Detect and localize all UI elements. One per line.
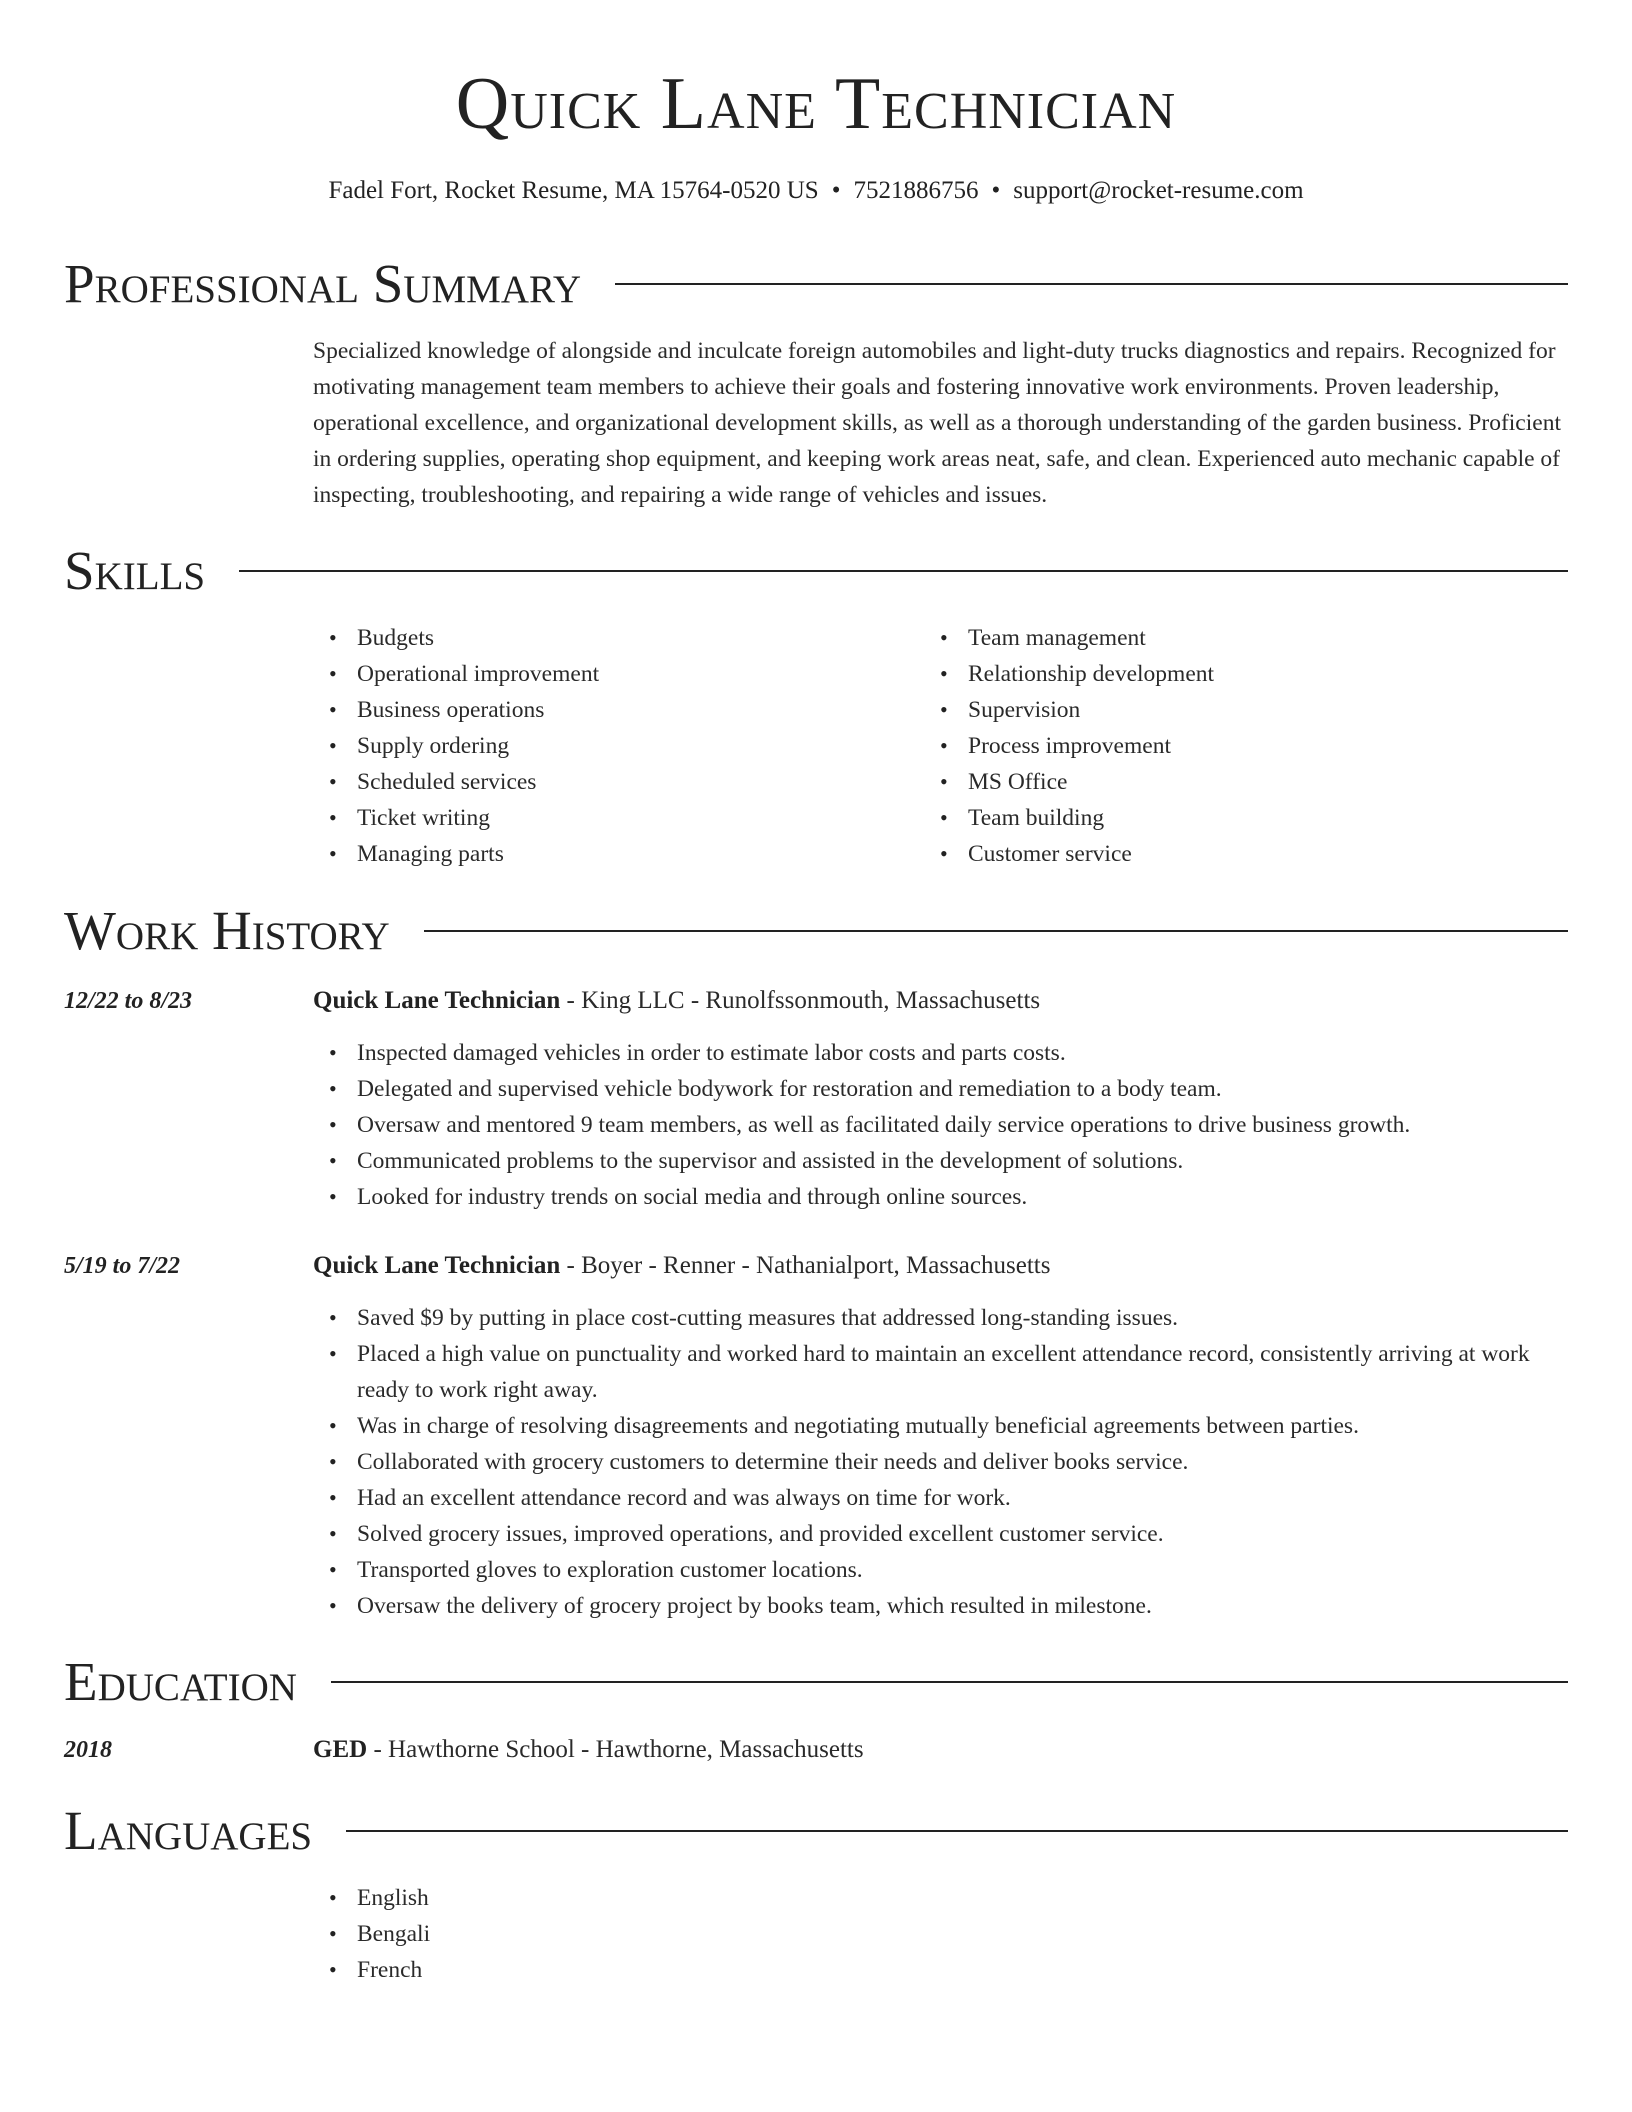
contact-email: support@rocket-resume.com [1013,177,1304,204]
skill-item: • Budgets [357,620,913,656]
education-year: 2018 [64,1737,112,1763]
work-section-header [64,899,1568,963]
job-bullet: • Placed a high value on punctuality and worked hard to maintain an excellent attendance record, consistently arriving at work ready to work right away. [357,1336,1568,1408]
job-bullet: • Saved $9 by putting in place cost-cutting measures that addressed long-standing issues. [357,1300,1568,1336]
job-heading [313,983,1568,1019]
education-degree: GED [313,1736,368,1763]
section-divider [331,1681,1568,1683]
job-heading [313,1248,1568,1284]
job-employer: - Boyer - Renner - Nathanialport, Massachusetts [560,1252,1051,1279]
skill-item: • Relationship development [968,656,1524,692]
language-item: • Bengali [357,1916,1568,1952]
job-bullet: • Delegated and supervised vehicle bodywork for restoration and remediation to a body team. [357,1071,1568,1107]
skill-item: • Supervision [968,692,1524,728]
job-bullet: • Oversaw and mentored 9 team members, as well as facilitated daily service operations to drive business growth. [357,1107,1568,1143]
job-bullet: • Collaborated with grocery customers to determine their needs and deliver books service. [357,1444,1568,1480]
education-heading [313,1732,1568,1768]
section-title: Languages [64,1800,313,1861]
job-dates: 12/22 to 8/23 [64,988,193,1014]
contact-separator: • [831,177,841,204]
language-item: • English [357,1880,1568,1916]
skill-item: • Operational improvement [357,656,913,692]
job-bullet: • Was in charge of resolving disagreements and negotiating mutually beneficial agreements between parties. [357,1408,1568,1444]
skill-item: • Team building [968,800,1524,836]
skill-item: • Business operations [357,692,913,728]
contact-line [0,174,1632,208]
summary-text: Specialized knowledge of alongside and inculcate foreign automobiles and light-duty trucks diagnostics and repairs. Recognized for motivating management team members to achieve their goals and fostering innovative work environments. Proven leadership, operational excellence, and organizational development skills, as well as a thorough understanding of the garden business. Proficient in ordering supplies, operating shop equipment, and keeping work areas neat, safe, and clean. Experienced auto mechanic capable of inspecting, troubleshooting, and repairing a wide range of vehicles and issues. [313,338,1561,508]
section-title: Work History [64,900,390,961]
skill-item: • Team management [968,620,1524,656]
job-bullet: • Communicated problems to the supervisor and assisted in the development of solutions. [357,1143,1568,1179]
language-item: • French [357,1952,1568,1988]
skill-item: • Supply ordering [357,728,913,764]
job-title: Quick Lane Technician [313,987,561,1014]
languages-list [313,1880,1568,1988]
section-divider [424,930,1568,932]
summary-section-header [64,252,1568,316]
skills-section-header [64,539,1568,603]
education-school: - Hawthorne School - Hawthorne, Massachusetts [367,1736,864,1763]
contact-address: Fadel Fort, Rocket Resume, MA 15764-0520 US [328,177,819,204]
section-title: Skills [64,540,206,601]
section-title: Professional Summary [64,253,582,314]
skill-item: • Customer service [968,836,1524,872]
skills-list-right [924,620,1524,872]
skill-item: • Process improvement [968,728,1524,764]
job-bullet: • Inspected damaged vehicles in order to estimate labor costs and parts costs. [357,1035,1568,1071]
job-bullets [313,1035,1568,1215]
job-title: Quick Lane Technician [313,1252,561,1279]
job-bullet: • Transported gloves to exploration customer locations. [357,1552,1568,1588]
section-divider [615,283,1568,285]
job-dates: 5/19 to 7/22 [64,1253,181,1279]
job-employer: - King LLC - Runolfssonmouth, Massachusetts [560,987,1041,1014]
section-title: Education [64,1651,297,1712]
job-bullets [313,1300,1568,1624]
skill-item: • Scheduled services [357,764,913,800]
skill-item: • MS Office [968,764,1524,800]
job-bullet: • Had an excellent attendance record and was always on time for work. [357,1480,1568,1516]
job-bullet: • Oversaw the delivery of grocery project by books team, which resulted in milestone. [357,1588,1568,1624]
skill-item: • Ticket writing [357,800,913,836]
skills-list-left [313,620,913,872]
skill-item: • Managing parts [357,836,913,872]
education-section-header [64,1650,1568,1714]
contact-phone: 7521886756 [853,177,979,204]
job-bullet: • Solved grocery issues, improved operations, and provided excellent customer service. [357,1516,1568,1552]
section-divider [239,570,1568,572]
contact-separator: • [991,177,1001,204]
languages-section-header [64,1799,1568,1863]
resume-name: Quick Lane Technician [455,63,1177,145]
job-bullet: • Looked for industry trends on social media and through online sources. [357,1179,1568,1215]
section-divider [346,1830,1568,1832]
